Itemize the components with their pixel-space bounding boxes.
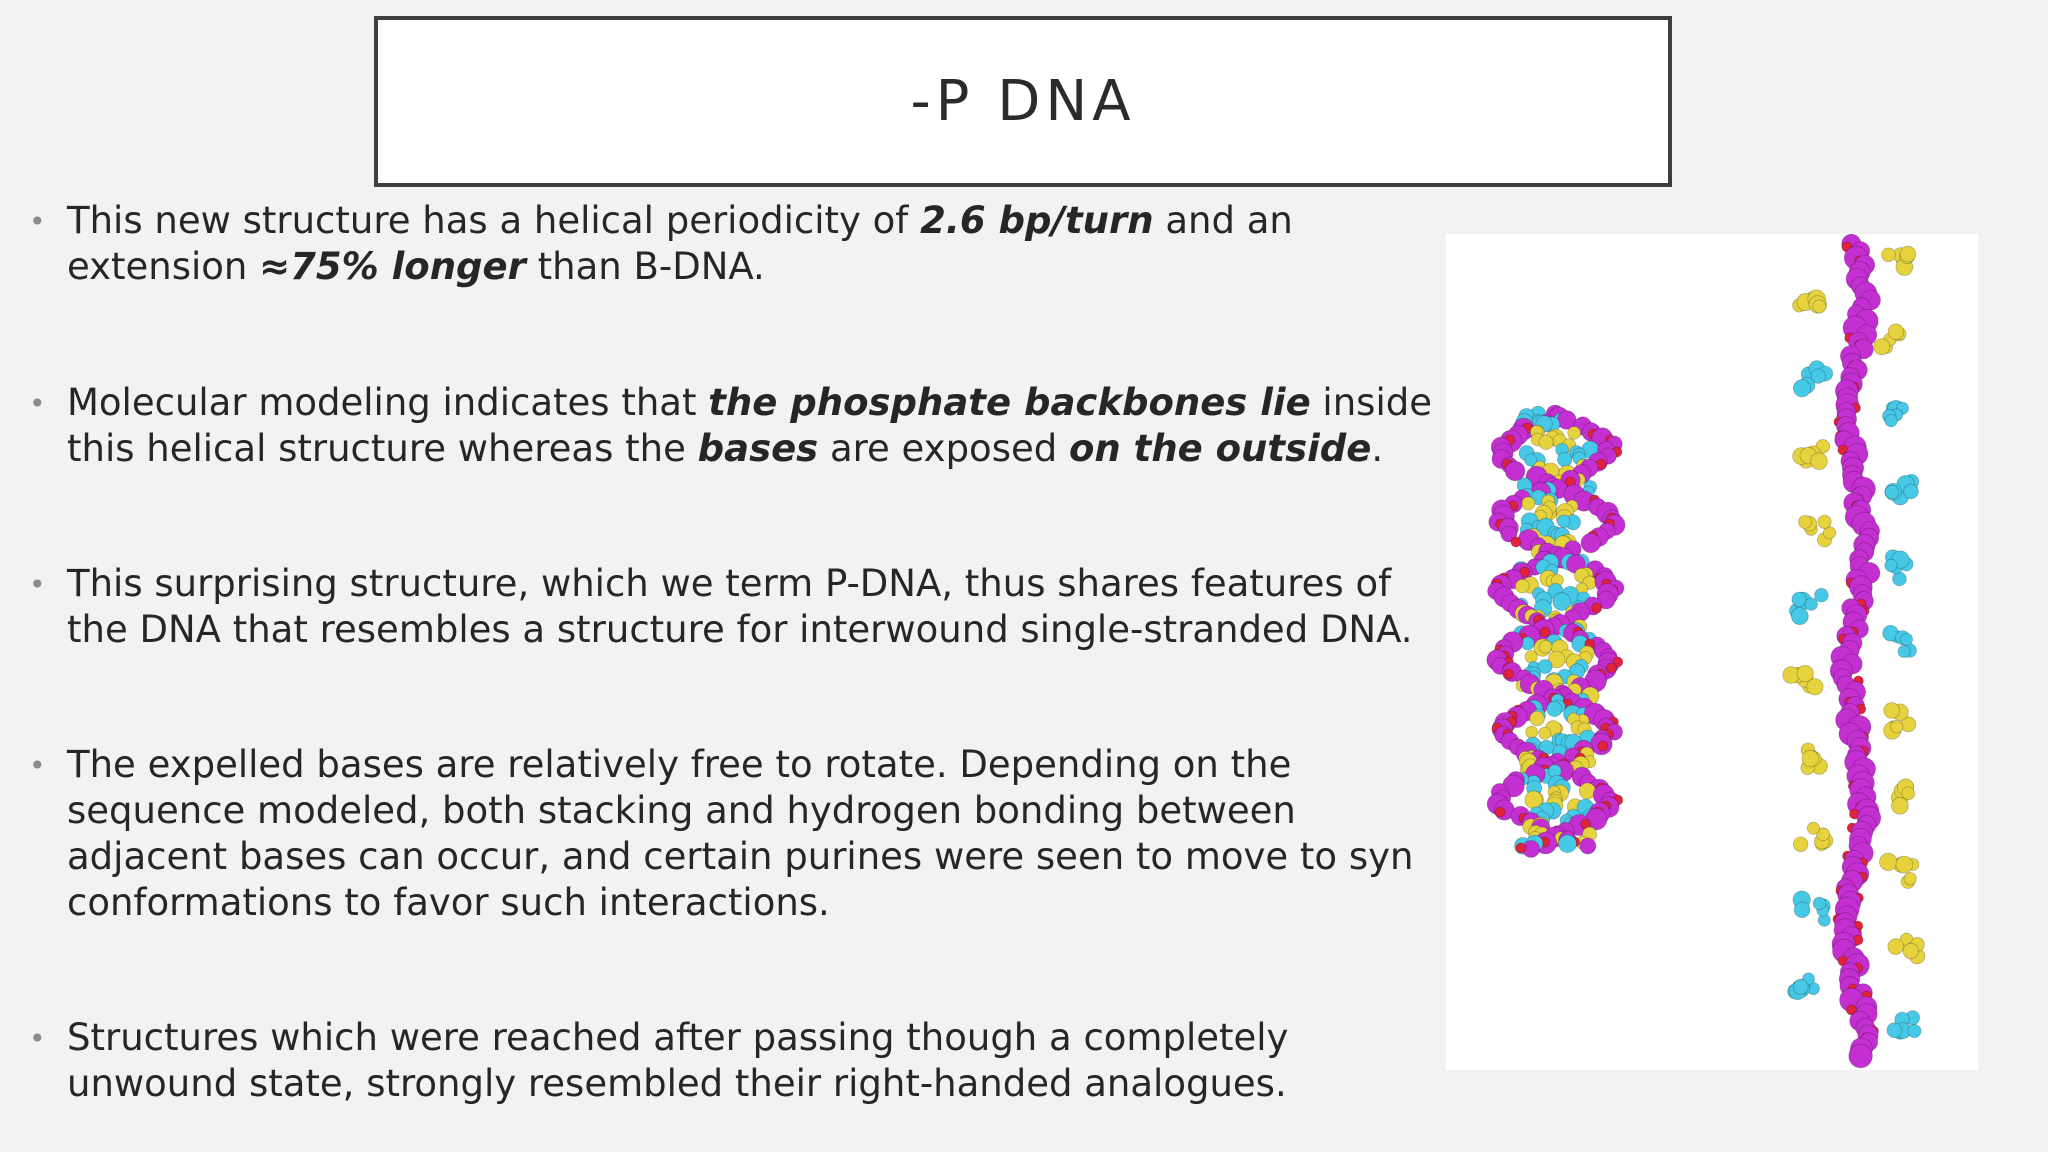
base-atom [1892, 797, 1909, 814]
bullet-text: This new structure has a helical periodicity of [67, 199, 921, 242]
bullet-emphasis: on the outside [1068, 427, 1372, 470]
bullet-emphasis: bases [697, 427, 819, 470]
base-atom [1805, 598, 1817, 610]
base-atom [1884, 703, 1900, 719]
bullet-emphasis: ≈75% longer [259, 245, 526, 288]
base-atom [1811, 453, 1828, 470]
bullet-text: than B-DNA. [525, 245, 765, 288]
bullet-dot-icon: • [29, 749, 46, 782]
base-atom [1900, 246, 1916, 262]
dna-space-filling-models [1446, 234, 1978, 1070]
base-atom [1791, 608, 1808, 625]
base-atom [1522, 497, 1535, 510]
base-atom [1815, 588, 1829, 602]
base-atom [1797, 665, 1813, 681]
oxygen-atom [1516, 843, 1526, 853]
bullet-item [26, 1015, 1446, 1107]
slide-title: -P DNA [910, 69, 1136, 134]
backbone-atom [1580, 838, 1596, 854]
bullet-text: Molecular modeling indicates that [67, 381, 709, 424]
base-atom [1908, 1024, 1921, 1037]
dna-molecule-figure [1446, 234, 1978, 1070]
bullet-text: This surprising structure, which we term P-DNA, thus shares features of the DNA that resembles a structure for interwound single-stranded DNA. [67, 562, 1413, 651]
oxygen-atom [1598, 741, 1608, 751]
base-atom [1904, 484, 1919, 499]
base-atom [1530, 711, 1545, 726]
base-atom [1813, 300, 1826, 313]
base-atom [1558, 452, 1572, 466]
base-atom [1794, 902, 1810, 918]
bullet-dot-icon: • [29, 387, 46, 420]
slide-title-box [374, 16, 1672, 187]
base-atom [1887, 1023, 1902, 1038]
bullet-dot-icon: • [29, 1022, 46, 1055]
base-atom [1547, 701, 1562, 716]
bullet-item [26, 561, 1446, 653]
bullet-text: Structures which were reached after passing though a completely unwound state, strongly resembled their right-handed analogues. [67, 1016, 1289, 1105]
bullet-item [26, 198, 1446, 290]
base-atom [1885, 414, 1897, 426]
bullet-item [26, 380, 1446, 472]
backbone-atom [1849, 1044, 1873, 1068]
base-atom [1557, 515, 1570, 528]
base-atom [1813, 897, 1826, 910]
base-atom [1888, 324, 1904, 340]
bullet-item [26, 742, 1446, 926]
base-atom [1793, 380, 1810, 397]
base-atom [1539, 435, 1553, 449]
base-atom [1792, 592, 1806, 606]
base-atom [1898, 645, 1910, 657]
bullet-text: . [1371, 427, 1384, 470]
backbone-atom [1505, 461, 1525, 481]
bullet-text: The expelled bases are relatively free to rotate. Depending on the sequence modeled, both stacking and hydrogen bonding between adjacent bases can occur, and certain purines were seen to move to syn conformations to favor such interactions. [67, 743, 1414, 924]
base-atom [1880, 853, 1897, 870]
base-atom [1515, 579, 1529, 593]
bullet-text: are exposed [818, 427, 1069, 470]
bullet-emphasis: 2.6 bp/turn [920, 199, 1154, 242]
base-atom [1799, 515, 1812, 528]
bullet-dot-icon: • [29, 568, 46, 601]
base-atom [1802, 750, 1819, 767]
base-atom [1807, 822, 1819, 834]
base-atom [1903, 943, 1918, 958]
bullet-dot-icon: • [29, 205, 46, 238]
oxygen-atom [1504, 669, 1514, 679]
base-atom [1896, 856, 1913, 873]
base-atom [1539, 727, 1551, 739]
base-atom [1793, 980, 1808, 995]
base-atom [1888, 939, 1904, 955]
bullet-text: and an extension [67, 199, 1293, 288]
bullet-emphasis: the phosphate backbones lie [708, 381, 1311, 424]
oxygen-atom [1592, 603, 1602, 613]
oxygen-atom [1495, 807, 1505, 817]
base-atom [1900, 633, 1912, 645]
base-atom [1539, 640, 1552, 653]
base-atom [1525, 651, 1537, 663]
oxygen-atom [1540, 627, 1550, 637]
base-atom [1874, 339, 1890, 355]
base-atom [1891, 721, 1903, 733]
base-atom [1559, 835, 1577, 853]
base-atom [1793, 837, 1808, 852]
base-atom [1885, 559, 1897, 571]
bullet-text: inside this helical structure whereas the [67, 381, 1432, 470]
base-atom [1882, 248, 1896, 262]
base-atom [1885, 485, 1899, 499]
base-atom [1904, 873, 1916, 885]
base-atom [1526, 726, 1538, 738]
base-atom [1818, 515, 1831, 528]
base-atom [1568, 427, 1581, 440]
base-atom [1902, 787, 1915, 800]
backbone-atom [1581, 533, 1600, 552]
oxygen-atom [1511, 537, 1521, 547]
